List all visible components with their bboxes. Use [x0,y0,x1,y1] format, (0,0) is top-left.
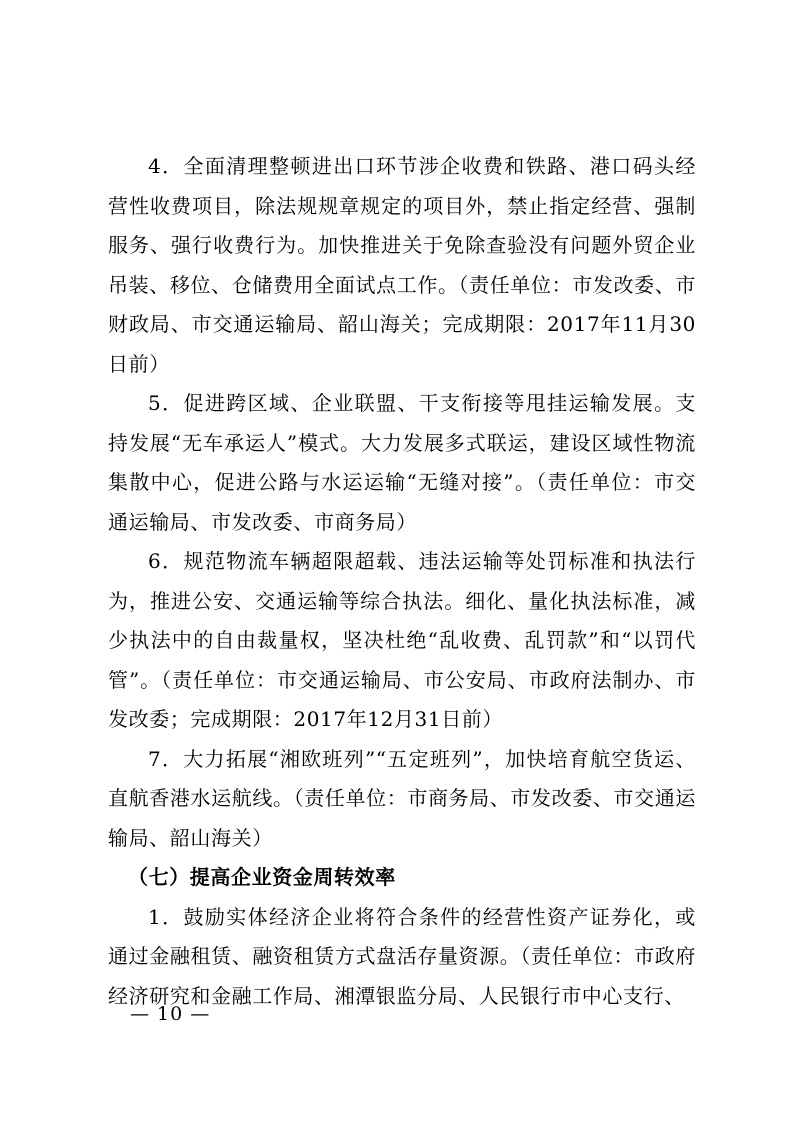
paragraph-item-1: 1．鼓励实体经济企业将符合条件的经营性资产证券化，或通过金融租赁、融资租赁方式盘活存量资源。（责任单位：市政府经济研究和金融工作局、湘潭银监分局、人民银行市中心支行、 [108,904,696,1008]
section-heading: （七）提高企业资金周转效率 [128,865,396,889]
paragraph-item-6: 6．规范物流车辆超限超载、违法运输等处罚标准和执法行为，推进公安、交通运输等综合执法。细化、量化执法标准，减少执法中的自由裁量权，坚决杜绝“乱收费、乱罚款”和“以罚代管”。（责任单位：市交通运输局、市公安局、市政府法制办、市发改委；完成期限：2017年12月31日前） [108,549,696,731]
paragraph-item-4: 4．全面清理整顿进出口环节涉企收费和铁路、港口码头经营性收费项目，除法规规章规定的项目外，禁止指定经营、强制服务、强行收费行为。加快推进关于免除查验没有问题外贸企业吊装、移位、仓储费用全面试点工作。（责任单位：市发改委、市财政局、市交通运输局、韶山海关；完成期限：2017年11月30日前） [108,154,696,376]
paragraph-item-5: 5．促进跨区域、企业联盟、干支衔接等甩挂运输发展。支持发展“无车承运人”模式。大力发展多式联运，建设区域性物流集散中心，促进公路与水运运输“无缝对接”。（责任单位：市交通运输局、市发改委、市商务局） [108,391,696,534]
document-body [108,147,696,1016]
paragraph-item-7: 7．大力拓展“湘欧班列”“五定班列”，加快培育航空货运、直航香港水运航线。（责任单位：市商务局、市发改委、市交通运输局、韶山海关） [108,746,696,850]
page-number: — 10 — [130,1003,211,1025]
